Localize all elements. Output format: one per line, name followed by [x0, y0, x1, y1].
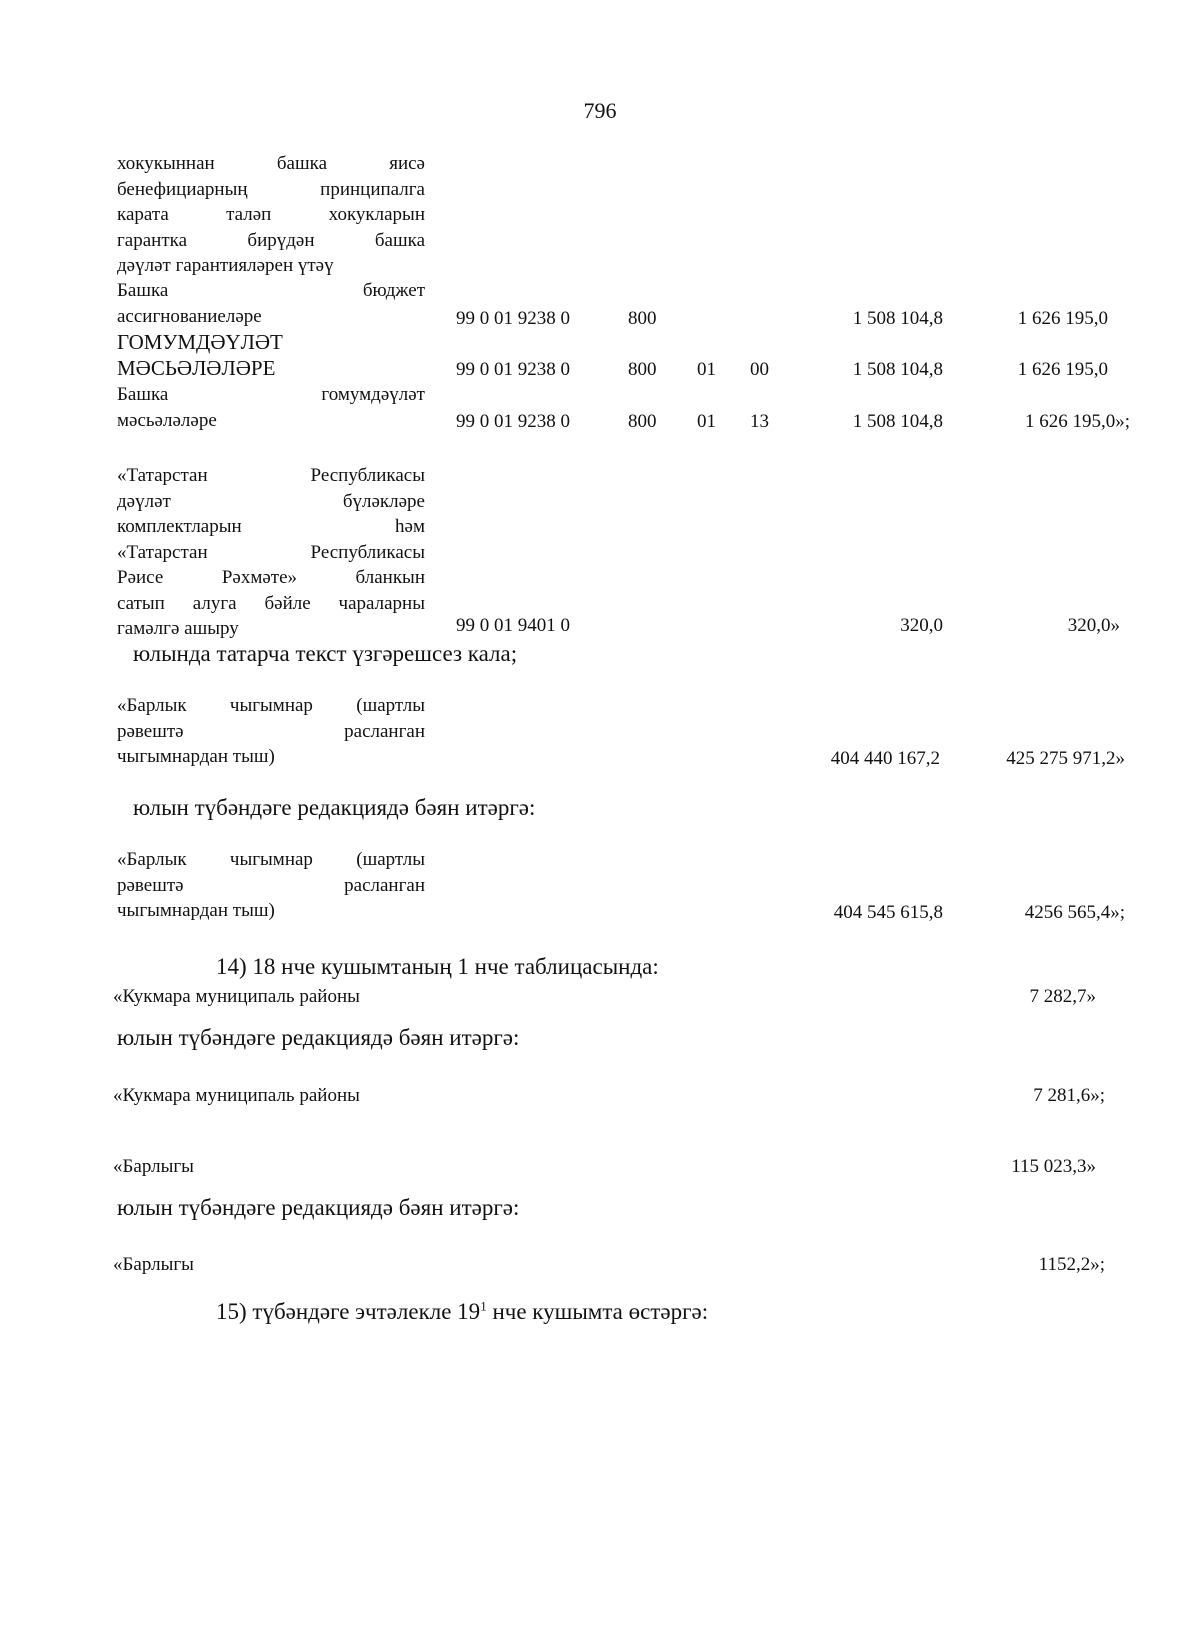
code-cell: 99 0 01 9401 0 — [456, 615, 570, 636]
label-line: ГОМУМДӘҮЛӘТ — [117, 330, 283, 354]
row-value: 7 282,7» — [1029, 986, 1096, 1007]
table-row-label — [117, 278, 425, 329]
table-row-label — [117, 382, 425, 433]
year1-cell: 1 508 104,8 — [852, 308, 943, 329]
list-item-heading — [216, 1300, 708, 1323]
label-line: чыгымнардан тыш) — [117, 900, 275, 921]
row-label: «Барлыгы — [113, 1156, 194, 1177]
heading-text: нче кушымта өстәргә: — [486, 1299, 709, 1324]
year1-cell: 320,0 — [900, 615, 943, 636]
year1-cell: 1 508 104,8 — [852, 411, 943, 432]
code-cell: 99 0 01 9238 0 — [456, 359, 570, 380]
label-line: бенефициарның принципалга — [117, 178, 425, 200]
label-line: «Барлык чыгымнар (шартлы — [117, 695, 425, 716]
paragraph: юлында татарча текст үзгәрешсез кала; — [133, 641, 518, 666]
label-line: Рәисе Рәхмәте» бланкын — [117, 567, 425, 588]
label-line: комплектларын һәм — [117, 516, 425, 537]
label-line: Башка бюджет — [117, 280, 425, 301]
label-line: дәүләт гарантияләрен үтәү — [117, 255, 334, 276]
code-cell: 99 0 01 9238 0 — [456, 411, 570, 432]
row-value: 1152,2»; — [1038, 1254, 1105, 1275]
rz-cell: 01 — [697, 359, 716, 380]
year2-cell: 1 626 195,0 — [1017, 359, 1108, 380]
label-line: гарантка бирүдән башка — [117, 229, 425, 251]
label-line: чыгымнардан тыш) — [117, 746, 275, 767]
table-row-label — [117, 693, 425, 770]
superscript: 1 — [480, 1298, 487, 1314]
row-label: «Барлыгы — [113, 1254, 194, 1275]
label-line: карата таләп хокукларын — [117, 204, 425, 225]
label-line: рәвештә расланган — [117, 874, 425, 896]
label-line: хокукыннан башка яисә — [117, 153, 425, 174]
paragraph: юлын түбәндәге редакциядә бәян итәргә: — [133, 795, 536, 820]
paragraph: юлын түбәндәге редакциядә бәян итәргә: — [117, 1195, 520, 1220]
year2-cell: 4256 565,4»; — [1024, 902, 1125, 923]
year1-cell: 404 440 167,2 — [830, 748, 940, 769]
label-line: «Татарстан Республикасы — [117, 541, 425, 563]
row-label: «Кукмара муниципаль районы — [113, 1085, 360, 1106]
table-row-label — [117, 463, 425, 642]
rz-cell: 01 — [697, 411, 716, 432]
table-row-label — [117, 330, 425, 381]
row-label: «Кукмара муниципаль районы — [113, 986, 360, 1007]
vr-cell: 800 — [628, 359, 657, 380]
vr-cell: 800 — [628, 308, 657, 329]
table-row-label — [117, 847, 425, 924]
label-line: дәүләт бүләкләре — [117, 490, 425, 512]
vr-cell: 800 — [628, 411, 657, 432]
pr-cell: 00 — [750, 359, 769, 380]
table-row-label — [117, 151, 425, 279]
paragraph: юлын түбәндәге редакциядә бәян итәргә: — [117, 1025, 520, 1050]
code-cell: 99 0 01 9238 0 — [456, 308, 570, 329]
label-line: мәсьәләләре — [117, 409, 217, 431]
label-line: МӘСЬӘЛӘЛӘРЕ — [117, 355, 276, 380]
label-line: Башка гомумдәүләт — [117, 384, 425, 405]
pr-cell: 13 — [750, 411, 769, 432]
label-line: рәвештә расланган — [117, 720, 425, 742]
year2-cell: 320,0» — [1067, 615, 1120, 636]
list-item-heading: 14) 18 нче кушымтаның 1 нче таблицасында: — [216, 954, 659, 979]
year2-cell: 1 626 195,0»; — [1024, 411, 1130, 432]
label-line: «Татарстан Республикасы — [117, 465, 425, 486]
row-value: 115 023,3» — [1011, 1156, 1096, 1177]
page-number: 796 — [583, 98, 617, 123]
label-line: гамәлгә ашыру — [117, 618, 239, 639]
year2-cell: 425 275 971,2» — [1006, 748, 1125, 769]
label-line: «Барлык чыгымнар (шартлы — [117, 849, 425, 870]
year1-cell: 404 545 615,8 — [833, 902, 943, 923]
row-value: 7 281,6»; — [1033, 1085, 1105, 1106]
heading-text: 15) түбәндәге эчтәлекле 19 — [216, 1299, 481, 1324]
label-line: ассигнованиеләре — [117, 305, 262, 327]
label-line: сатып алуга бәйле чараларны — [117, 592, 425, 614]
year2-cell: 1 626 195,0 — [1017, 308, 1108, 329]
year1-cell: 1 508 104,8 — [852, 359, 943, 380]
